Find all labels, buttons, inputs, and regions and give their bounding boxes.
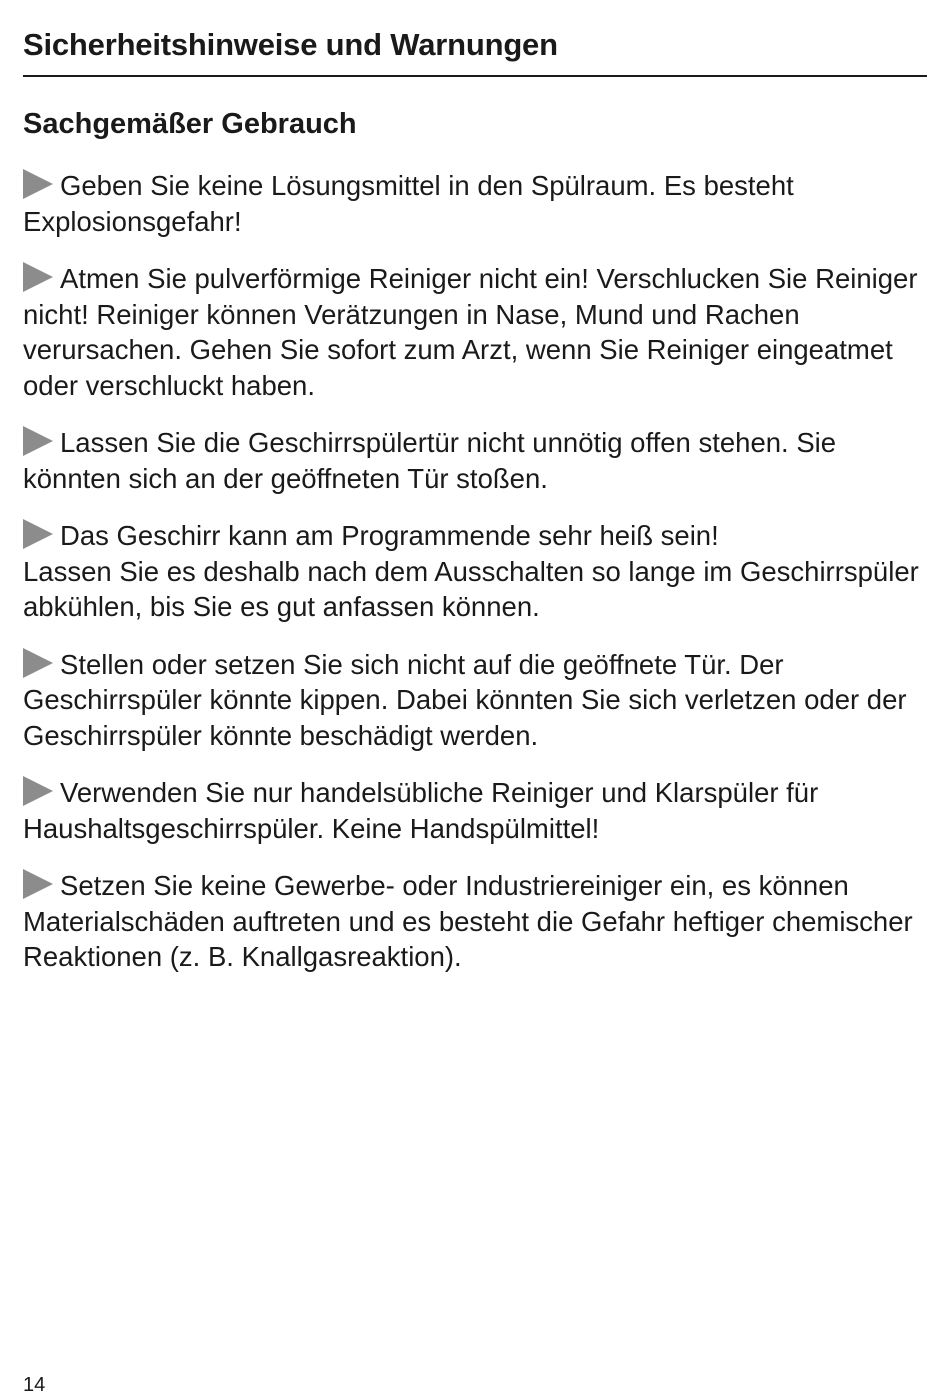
warning-text: Stellen oder setzen Sie sich nicht auf die geöffnete Tür. Der Geschirrspüler könnte kippen. Dabei könnten Sie sich verletzen oder der Geschirrspüler könnte beschädigt werden. [23,648,907,751]
warning-item [23,518,928,625]
triangle-arrow-icon [23,648,53,678]
warning-text: Geben Sie keine Lösungsmittel in den Spülraum. Es besteht Explosionsgefahr! [23,170,794,237]
warning-item [23,775,928,846]
triangle-arrow-icon [23,262,53,292]
section-heading: Sachgemäßer Gebrauch [23,108,357,140]
triangle-arrow-icon [23,426,53,456]
triangle-arrow-icon [23,169,53,199]
warning-text: Setzen Sie keine Gewerbe- oder Industriereiniger ein, es können Materialschäden auftreten und es besteht die Gefahr heftiger chemischer Reaktionen (z. B. Knallgasreaktion). [23,870,913,972]
warning-text: Verwenden Sie nur handelsübliche Reiniger und Klarspüler für Haushaltsgeschirrspüler. Keine Handspülmittel! [23,777,819,844]
warning-item [23,261,928,403]
triangle-arrow-icon [23,869,53,899]
warning-text: Das Geschirr kann am Programmende sehr heiß sein! Lassen Sie es deshalb nach dem Ausschalten so lange im Geschirrspüler abkühlen, bis Sie es gut anfassen können. [23,520,919,622]
page-number: 14 [23,1374,46,1396]
warning-item [23,168,928,239]
warning-item [23,647,928,754]
triangle-arrow-icon [23,519,53,549]
page-title: Sicherheitshinweise und Warnungen [23,27,558,62]
warning-list [23,168,928,997]
title-divider [23,75,927,77]
warning-item [23,868,928,975]
triangle-arrow-icon [23,776,53,806]
warning-text: Atmen Sie pulverförmige Reiniger nicht ein! Verschlucken Sie Reiniger nicht! Reiniger können Verätzungen in Nase, Mund und Rachen verursachen. Gehen Sie sofort zum Arzt, wenn Sie Reiniger eingeatmet oder verschluckt haben. [23,263,918,401]
warning-item [23,425,928,496]
warning-text: Lassen Sie die Geschirrspülertür nicht unnötig offen stehen. Sie könnten sich an der geöffneten Tür stoßen. [23,427,837,494]
